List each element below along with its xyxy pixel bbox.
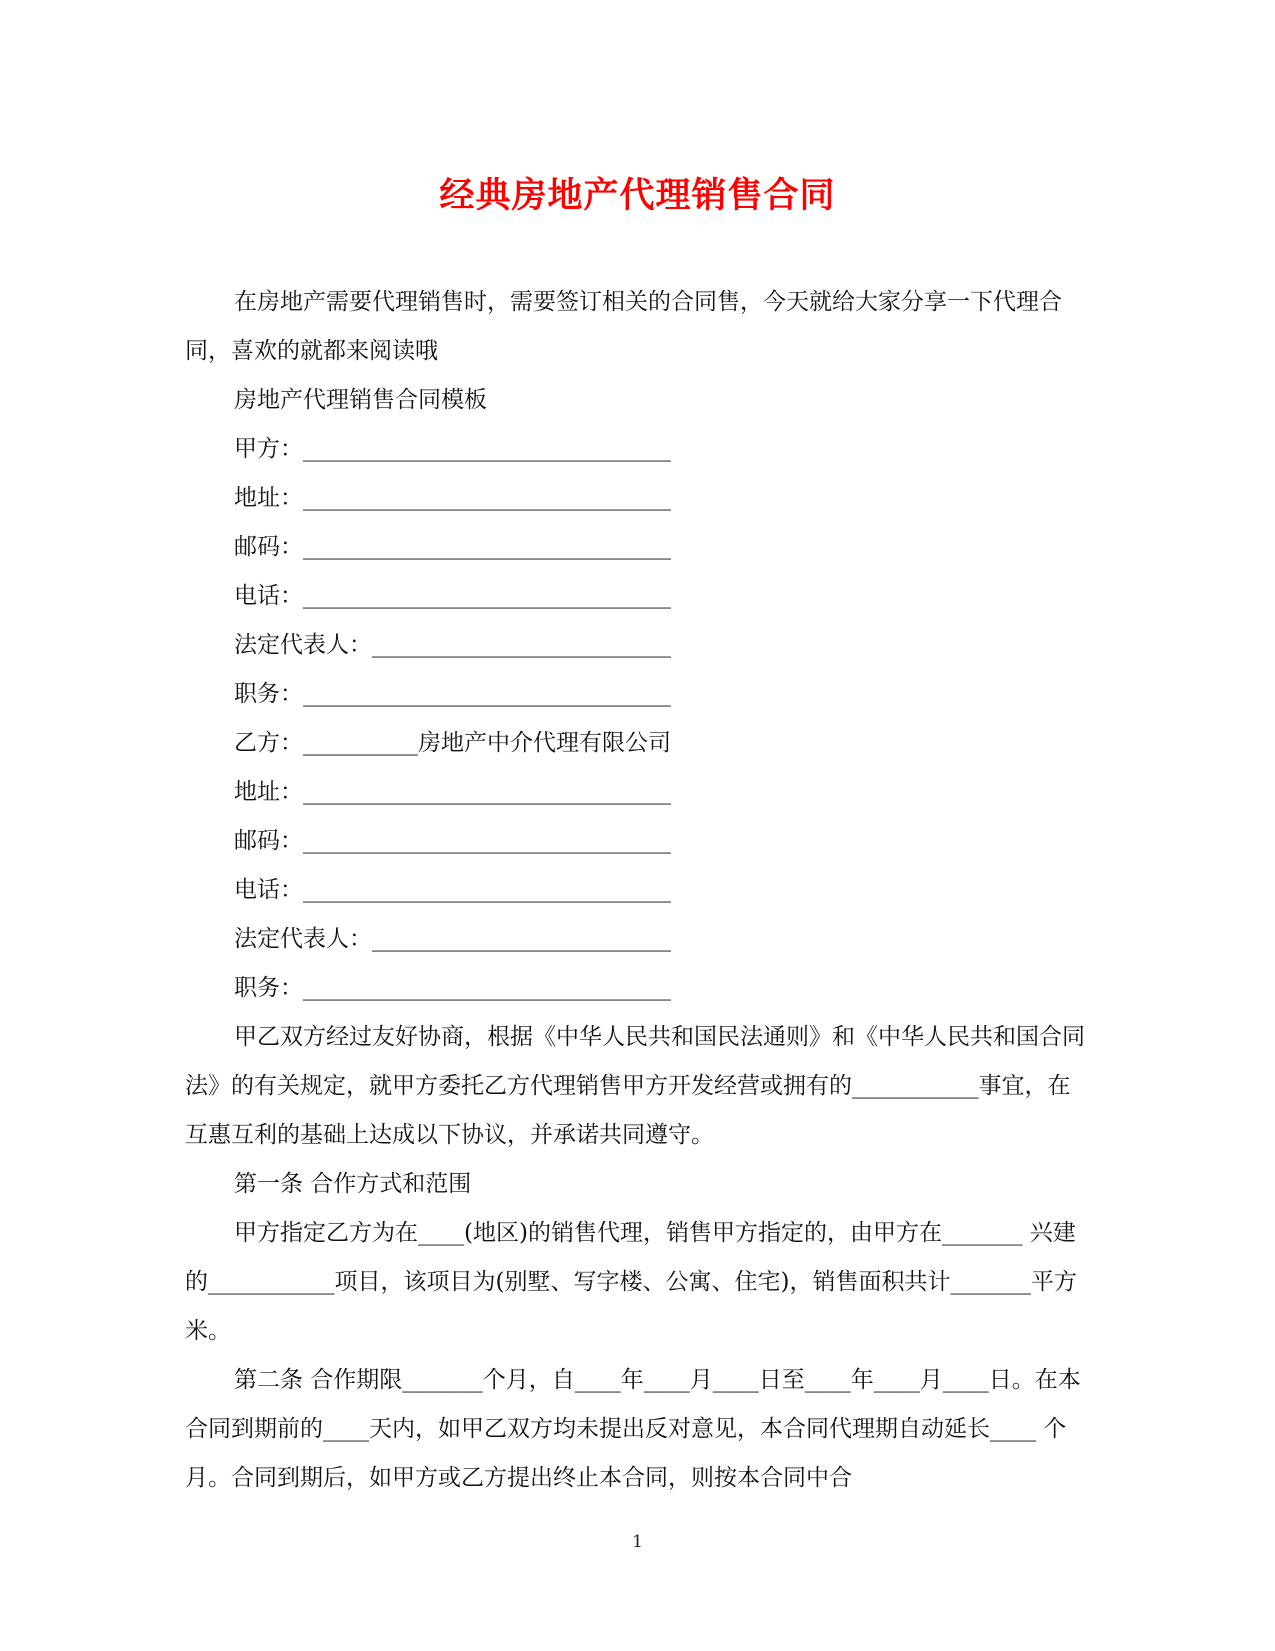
field-label: 职务：: [234, 975, 303, 1001]
party-a-postcode-row: [185, 523, 1090, 572]
party-b-address-row: [185, 768, 1090, 817]
field-label: 邮码：: [234, 828, 303, 854]
field-blank: ________________________________: [303, 681, 671, 707]
party-b-postcode-row: [185, 817, 1090, 866]
field-label: 职务：: [234, 681, 303, 707]
party-a-name-row: [185, 425, 1090, 474]
party-a-phone-row: [185, 572, 1090, 621]
party-a-address-row: [185, 474, 1090, 523]
field-blank: __________________________: [372, 632, 671, 658]
party-b-legal-rep-row: [185, 915, 1090, 964]
field-blank: __________________________: [372, 926, 671, 952]
party-b-phone-row: [185, 866, 1090, 915]
party-b-position-row: [185, 964, 1090, 1013]
field-label: 地址：: [234, 779, 303, 805]
template-heading: 房地产代理销售合同模板: [234, 387, 487, 413]
field-blank: ________________________________: [303, 583, 671, 609]
field-blank: ________________________________: [303, 436, 671, 462]
field-label: 法定代表人：: [234, 926, 372, 952]
field-blank: __________房地产中介代理有限公司: [303, 730, 671, 756]
article-1-title: 第一条 合作方式和范围: [234, 1171, 472, 1197]
field-blank: ________________________________: [303, 877, 671, 903]
party-a-position-row: [185, 670, 1090, 719]
intro-paragraph: 在房地产需要代理销售时，需要签订相关的合同售，今天就给大家分享一下代理合同，喜欢的就都来阅读哦: [185, 289, 1062, 364]
field-label: 电话：: [234, 877, 303, 903]
article-1-body: 甲方指定乙方为在____(地区)的销售代理，销售甲方指定的，由甲方在_______ 兴建的___________项目，该项目为(别墅、写字楼、公寓、住宅)，销售面积共计_______平方米。: [185, 1220, 1077, 1344]
document-title: 经典房地产代理销售合同: [439, 175, 836, 216]
party-b-name-row: [185, 719, 1090, 768]
party-a-block: [185, 425, 1090, 719]
document-body: [185, 278, 1090, 1503]
field-blank: ________________________________: [303, 779, 671, 805]
field-label: 电话：: [234, 583, 303, 609]
field-label: 甲方：: [234, 436, 303, 462]
page-number: 1: [632, 1532, 643, 1552]
field-label: 邮码：: [234, 534, 303, 560]
field-label: 法定代表人：: [234, 632, 372, 658]
field-label: 地址：: [234, 485, 303, 511]
field-blank: ________________________________: [303, 485, 671, 511]
field-blank: ________________________________: [303, 828, 671, 854]
field-blank: ________________________________: [303, 975, 671, 1001]
field-label: 乙方：: [234, 730, 303, 756]
preamble-paragraph: 甲乙双方经过友好协商，根据《中华人民共和国民法通则》和《中华人民共和国合同法》的有关规定，就甲方委托乙方代理销售甲方开发经营或拥有的___________事宜，在互惠互利的基础上达成以下协议，并承诺共同遵守。: [185, 1024, 1085, 1148]
party-a-legal-rep-row: [185, 621, 1090, 670]
article-2-body: 第二条 合作期限_______个月，自____年____月____日至____年____月____日。在本合同到期前的____天内，如甲乙双方均未提出反对意见，本合同代理期自动延长____ 个月。合同到期后，如甲方或乙方提出终止本合同，则按本合同中合: [185, 1367, 1081, 1491]
party-b-block: [185, 719, 1090, 1013]
field-blank: ________________________________: [303, 534, 671, 560]
